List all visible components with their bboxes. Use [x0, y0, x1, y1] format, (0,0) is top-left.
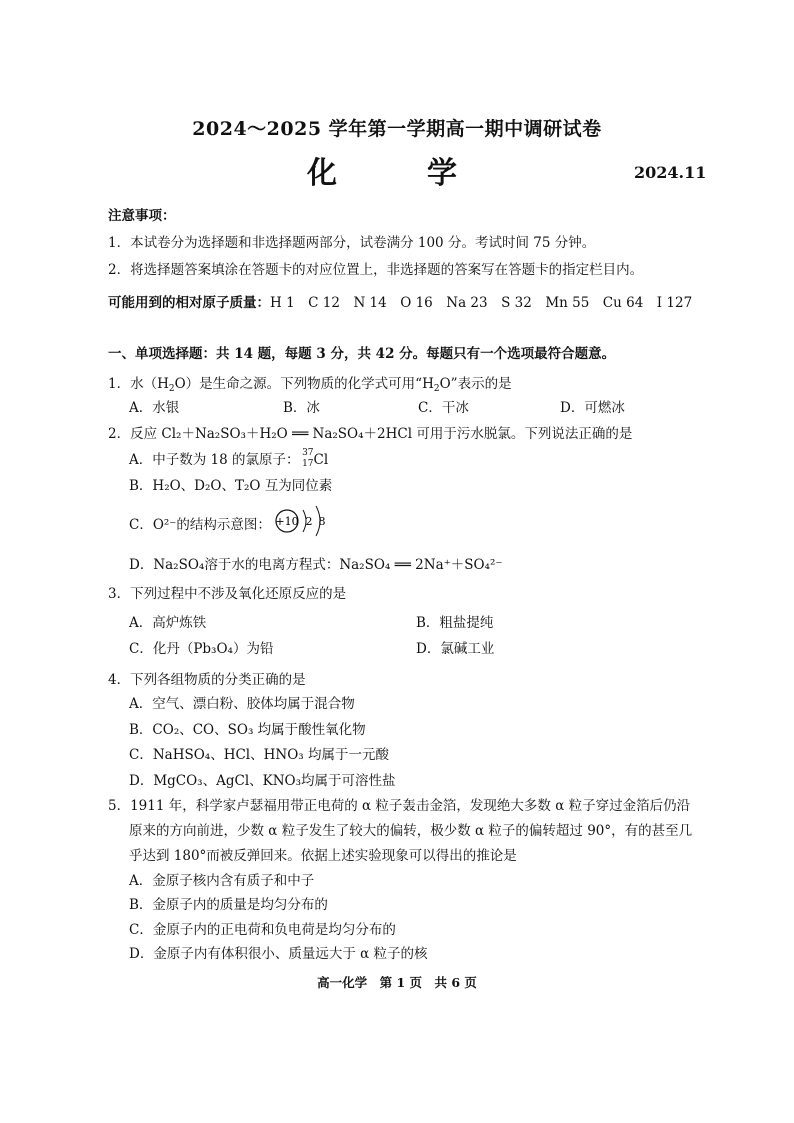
question-3-option-c[interactable]: C．化丹（Pb₃O₄）为铅 — [129, 641, 274, 657]
question-5-option-b[interactable]: B．金原子内的质量是均匀分布的 — [129, 897, 328, 913]
isotope-notation: 37 17 — [302, 448, 314, 469]
question-5-stem-line: 原来的方向前进，少数 α 粒子发生了较大的偏转，极少数 α 粒子的偏转超过 90°，有的甚至几 — [129, 823, 693, 839]
exam-title: 2024～2025 学年第一学期高一期中调研试卷 — [192, 118, 602, 140]
question-3-stem: 3．下列过程中不涉及氧化还原反应的是 — [108, 586, 347, 602]
question-4-option-b[interactable]: B．CO₂、CO、SO₃ 均属于酸性氧化物 — [129, 722, 366, 738]
question-4-stem: 4．下列各组物质的分类正确的是 — [108, 672, 306, 688]
question-1-stem: 1．水$(H_2O)$是生命之源。下列物质的化学式可用“$H_2O$”表示的是 — [108, 376, 512, 394]
question-5-stem-line: 5．1911 年，科学家卢瑟福用带正电荷的 α 粒子轰击金箔，发现绝大多数 α 粒子穿过金箔后仍沿 — [108, 798, 691, 814]
page-footer: 高一化学 第 1 页 共 6 页 — [317, 975, 477, 990]
atomic-masses-label: 可能用到的相对原子质量： — [108, 295, 270, 311]
question-1-option-b[interactable]: B．冰 — [283, 400, 320, 416]
ion-structure-diagram — [272, 504, 342, 538]
question-4-option-d[interactable]: D．MgCO₃、AgCl、KNO₃均属于可溶性盐 — [129, 773, 396, 789]
question-5-option-d[interactable]: D．金原子内有体积很小、质量远大于 α 粒子的核 — [129, 946, 428, 962]
question-2-option-a[interactable]: A．中子数为 18 的氯原子： 37 17 Cl — [129, 448, 329, 469]
question-1-option-c[interactable]: C．干冰 — [418, 400, 469, 416]
question-2-option-b[interactable]: B．H₂O、D₂O、T₂O 互为同位素 — [129, 478, 333, 494]
question-1-option-a[interactable]: A．水银 — [129, 400, 180, 416]
shell-2-electrons: 8 — [318, 515, 326, 528]
question-5-option-a[interactable]: A．金原子核内含有质子和中子 — [129, 873, 315, 889]
question-4-option-a[interactable]: A．空气、漂白粉、胶体均属于混合物 — [129, 696, 355, 712]
question-3-option-b[interactable]: B．粗盐提纯 — [416, 615, 494, 631]
question-3-option-d[interactable]: D．氯碱工业 — [416, 641, 495, 657]
atomic-masses-values: H 1 C 12 N 14 O 16 Na 23 S 32 Mn 55 Cu 64 I 127 — [270, 295, 693, 311]
question-3-option-a[interactable]: A．高炉炼铁 — [129, 615, 207, 631]
section-heading: 一、单项选择题：共 14 题，每题 3 分，共 42 分。每题只有一个选项最符合题意。 — [108, 346, 616, 362]
notice-item: 2．将选择题答案填涂在答题卡的对应位置上，非选择题的答案写在答题卡的指定栏目内。 — [108, 262, 644, 278]
notice-heading: 注意事项： — [108, 208, 176, 224]
subject-title: 化 学 — [307, 156, 487, 191]
question-1-option-d[interactable]: D．可燃冰 — [560, 400, 625, 416]
nucleus-charge: +10 — [275, 515, 299, 528]
question-5-option-c[interactable]: C．金原子内的正电荷和负电荷是均匀分布的 — [129, 922, 396, 938]
question-2-option-d[interactable]: D．Na₂SO₄溶于水的电离方程式：Na₂SO₄ ══ 2Na⁺＋SO₄²⁻ — [129, 557, 503, 573]
exam-date: 2024.11 — [634, 163, 707, 182]
atomic-masses — [108, 291, 692, 311]
question-2-stem: 2．反应 Cl₂＋Na₂SO₃＋H₂O ══ Na₂SO₄＋2HCl 可用于污水脱氯。下列说法正确的是 — [108, 426, 633, 442]
shell-1-electrons: 2 — [305, 515, 313, 528]
question-5-stem-line: 乎达到 180°而被反弹回来。依据上述实验现象可以得出的推论是 — [129, 848, 517, 864]
question-4-option-c[interactable]: C．NaHSO₄、HCl、HNO₃ 均属于一元酸 — [129, 747, 389, 763]
notice-item: 1．本试卷分为选择题和非选择题两部分，试卷满分 100 分。考试时间 75 分钟。 — [108, 235, 596, 251]
question-2-option-c[interactable]: C．O²⁻的结构示意图： — [129, 517, 271, 533]
